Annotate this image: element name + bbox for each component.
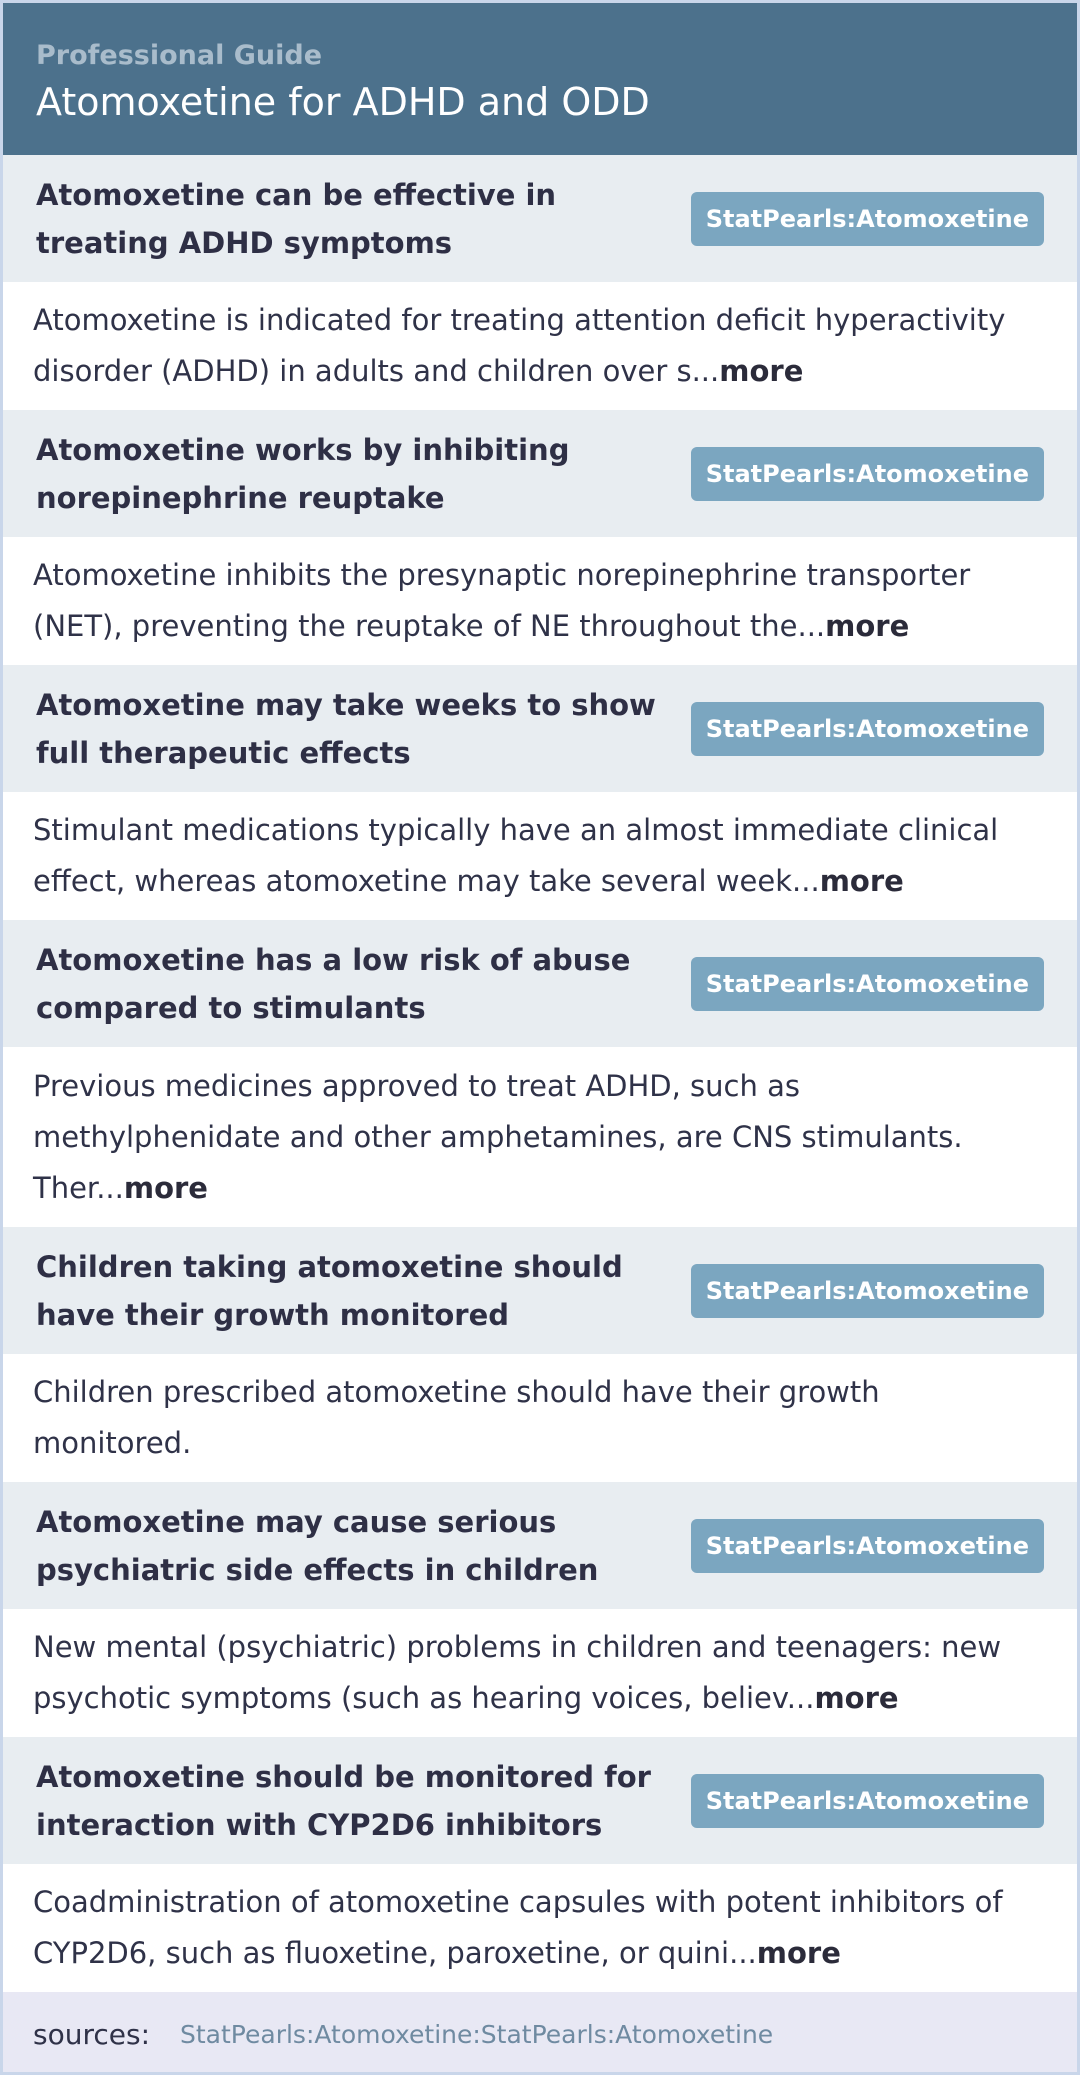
more-link[interactable]: more — [825, 609, 910, 643]
claim-title: Children taking atomoxetine should have their growth monitored — [36, 1249, 623, 1332]
source-badge[interactable]: StatPearls:Atomoxetine — [691, 192, 1044, 246]
claim-text: Children prescribed atomoxetine should have their growth monitored. — [33, 1375, 880, 1460]
source-badge[interactable]: StatPearls:Atomoxetine — [691, 957, 1044, 1011]
claim-title: Atomoxetine may take weeks to show full therapeutic effects — [36, 687, 656, 770]
claim-body — [3, 1354, 1077, 1482]
more-link[interactable]: more — [123, 1170, 208, 1205]
claim-row — [3, 665, 1077, 792]
claim-text: Atomoxetine inhibits the presynaptic norepinephrine transporter (NET), preventing the reuptake of NE throughout the... — [33, 558, 971, 643]
claim-row — [3, 410, 1077, 537]
guide-subtitle: Professional Guide — [36, 40, 323, 71]
claim-body — [3, 1609, 1077, 1737]
claim-text: Stimulant medications typically have an almost immediate clinical effect, whereas atomoxetine may take several week... — [33, 813, 999, 898]
claim-text: New mental (psychiatric) problems in children and teenagers: new psychotic symptoms (such as hearing voices, believ... — [33, 1630, 1002, 1715]
claim-body — [3, 537, 1077, 665]
more-link[interactable]: more — [819, 864, 904, 898]
claim-title: Atomoxetine works by inhibiting norepinephrine reuptake — [36, 432, 570, 515]
claim-title: Atomoxetine can be effective in treating ADHD symptoms — [36, 177, 557, 260]
more-link[interactable]: more — [719, 354, 804, 388]
claim-row — [3, 1227, 1077, 1354]
claim-text: Atomoxetine is indicated for treating attention deficit hyperactivity disorder (ADHD) in adults and children over s... — [33, 303, 1006, 388]
claim-body — [3, 1047, 1077, 1227]
claim-body — [3, 792, 1077, 920]
source-badge[interactable]: StatPearls:Atomoxetine — [691, 702, 1044, 756]
sources-list[interactable]: StatPearls:Atomoxetine:StatPearls:Atomoxetine — [180, 2019, 774, 2049]
claim-title: Atomoxetine has a low risk of abuse compared to stimulants — [36, 942, 631, 1025]
source-badge[interactable]: StatPearls:Atomoxetine — [691, 447, 1044, 501]
claim-row — [3, 1737, 1077, 1864]
claim-row — [3, 920, 1077, 1047]
claim-text: Coadministration of atomoxetine capsules with potent inhibitors of CYP2D6, such as fluoxetine, paroxetine, or quini... — [33, 1885, 1003, 1970]
claim-body — [3, 282, 1077, 410]
sources-label: sources: — [33, 2017, 151, 2051]
claim-title: Atomoxetine may cause serious psychiatric side effects in children — [36, 1504, 599, 1587]
more-link[interactable]: more — [756, 1936, 841, 1970]
claim-row — [3, 1482, 1077, 1609]
guide-header — [3, 3, 1077, 155]
more-link[interactable]: more — [814, 1681, 899, 1715]
claim-row — [3, 155, 1077, 282]
sources-footer — [3, 1992, 1077, 2075]
source-badge[interactable]: StatPearls:Atomoxetine — [691, 1774, 1044, 1828]
source-badge[interactable]: StatPearls:Atomoxetine — [691, 1264, 1044, 1318]
guide-title: Atomoxetine for ADHD and ODD — [36, 80, 650, 124]
source-badge[interactable]: StatPearls:Atomoxetine — [691, 1519, 1044, 1573]
claim-body — [3, 1864, 1077, 1992]
claim-title: Atomoxetine should be monitored for interaction with CYP2D6 inhibitors — [36, 1759, 651, 1842]
claim-text: Previous medicines approved to treat ADHD, such as methylphenidate and other amphetamines, are CNS stimulants. Ther... — [33, 1068, 963, 1205]
